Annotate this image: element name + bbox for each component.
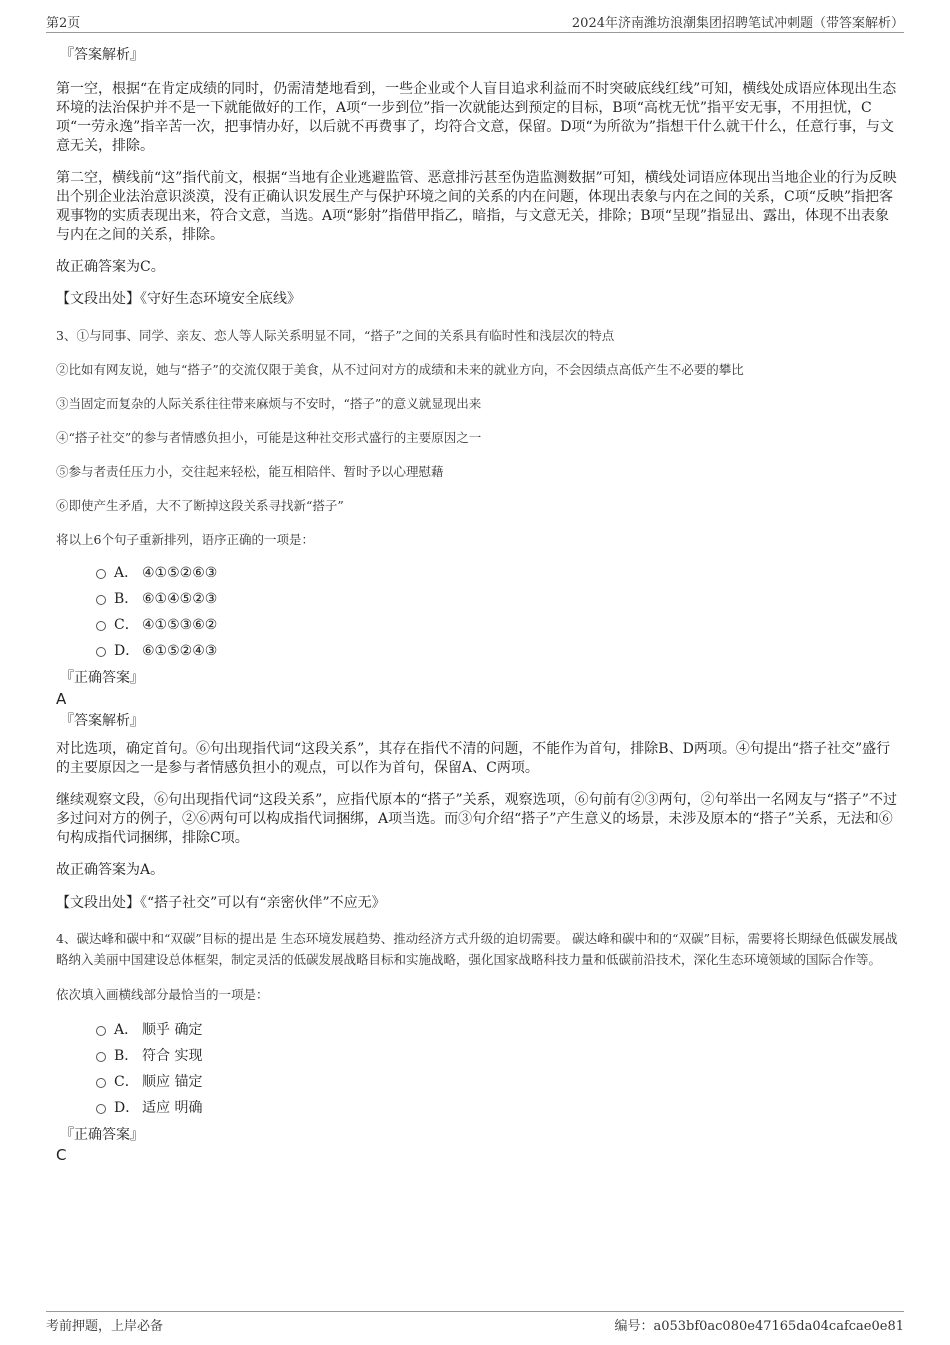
option-a[interactable]: A． ④①⑤②⑥③ (56, 563, 900, 583)
radio-button-icon[interactable] (96, 595, 106, 605)
answer-conclusion: 故正确答案为A。 (56, 862, 165, 878)
correct-answer: C (56, 1146, 67, 1164)
radio-button-icon[interactable] (96, 1026, 106, 1036)
sentence-3: ③当固定而复杂的人际关系往往带来麻烦与不安时，“搭子”的意义就显现出来 (56, 396, 482, 411)
sentence-4: ④“搭子社交”的参与者情感负担小，可能是这种社交形式盛行的主要原因之一 (56, 430, 482, 445)
sentence-1: 3、①与同事、同学、亲友、恋人等人际关系明显不同，“搭子”之间的关系具有临时性和浅层次的特点 (56, 328, 615, 343)
passage-source: 【文段出处】《“搭子社交”可以有“亲密伙伴”不应无》 (56, 895, 386, 911)
correct-answer-label: 『正确答案』 (60, 670, 144, 686)
document-body (56, 46, 900, 1164)
analysis-paragraph: 对比选项，确定首句。⑥句出现指代词“这段关系”，其存在指代不清的问题，不能作为首句，排除B、D两项。④句提出“搭子社交”盛行的主要原因之一是参与者情感负担小的观点，可以作为首句，保留A、C两项。 (56, 741, 891, 776)
page-number: 第2页 (46, 16, 81, 31)
sentence-6: ⑥即使产生矛盾，大不了断掉这段关系寻找新“搭子” (56, 498, 344, 513)
option-a[interactable]: A． 顺乎 确定 (56, 1020, 900, 1040)
document-serial: 编号：a053bf0ac080e47165da04cafcae0e81 (614, 1319, 904, 1334)
option-b[interactable]: B． ⑥①④⑤②③ (56, 589, 900, 609)
correct-answer-label: 『正确答案』 (60, 1127, 144, 1143)
footer-slogan: 考前押题，上岸必备 (46, 1319, 164, 1334)
correct-answer: A (56, 690, 67, 708)
option-b[interactable]: B． 符合 实现 (56, 1046, 900, 1066)
radio-button-icon[interactable] (96, 647, 106, 657)
document-title: 2024年济南潍坊浪潮集团招聘笔试冲刺题（带答案解析） (571, 16, 904, 31)
question-prompt: 依次填入画横线部分最恰当的一项是： (56, 987, 269, 1002)
analysis-paragraph: 第二空，横线前“这”指代前文，根据“当地有企业逃避监管、恶意排污甚至伪造监测数据”可知，横线处词语应体现出当地企业的行为反映出个别企业法治意识淡漠，没有正确认识发展生产与保护环境之间的关系的内在问题，体现出表象与内在之间的关系，C项“反映”指把客观事物的实质表现出来，符合文意，当选。A项“影射”指借甲指乙，暗指，与文意无关，排除；B项“呈现”指显出、露出，体现不出表象与内在之间的关系，排除。 (56, 170, 897, 243)
question-stem: 4、碳达峰和碳中和“双碳”目标的提出是 生态环境发展趋势、推动经济方式升级的迫切需要。 碳达峰和碳中和的“双碳”目标，需要将长期绿色低碳发展战略纳入美丽中国建设总体框架，制定灵活的低碳发展战略目标和实施战略，强化国家战略科技力量和低碳前沿技术，深化生态环境领域的国际合作等。 (56, 931, 898, 967)
sentence-5: ⑤参与者责任压力小，交往起来轻松，能互相陪伴、暂时予以心理慰藉 (56, 464, 444, 479)
passage-source: 【文段出处】《守好生态环境安全底线》 (56, 291, 301, 307)
option-list (56, 563, 900, 661)
option-d[interactable]: D． 适应 明确 (56, 1098, 900, 1118)
option-d[interactable]: D． ⑥①⑤②④③ (56, 641, 900, 661)
radio-button-icon[interactable] (96, 621, 106, 631)
radio-button-icon[interactable] (96, 569, 106, 579)
option-c[interactable]: C． ④①⑤③⑥② (56, 615, 900, 635)
answer-conclusion: 故正确答案为C。 (56, 259, 165, 275)
radio-button-icon[interactable] (96, 1104, 106, 1114)
radio-button-icon[interactable] (96, 1078, 106, 1088)
analysis-paragraph: 继续观察文段，⑥句出现指代词“这段关系”，应指代原本的“搭子”关系，观察选项，⑥句前有②③两句，②句举出一名网友与“搭子”不过多过问对方的例子，②⑥两句可以构成指代词捆绑，A项当选。而③句介绍“搭子”产生意义的场景，未涉及原本的“搭子”关系，无法和⑥句构成指代词捆绑，排除C项。 (56, 792, 897, 846)
option-list (56, 1020, 900, 1118)
analysis-paragraph: 第一空，根据“在肯定成绩的同时，仍需清楚地看到，一些企业或个人盲目追求利益而不时突破底线红线”可知，横线处成语应体现出生态环境的法治保护并不是一下就能做好的工作，A项“一步到位”指一次就能达到预定的目标，B项“高枕无忧”指平安无事，不用担忧，C项“一劳永逸”指辛苦一次，把事情办好，以后就不再费事了，均符合文意，保留。D项“为所欲为”指想干什么就干什么，任意行事，与文意无关，排除。 (56, 81, 897, 154)
option-c[interactable]: C． 顺应 锚定 (56, 1072, 900, 1092)
analysis-label: 『答案解析』 (60, 713, 144, 729)
question-prompt: 将以上6个句子重新排列，语序正确的一项是： (56, 532, 314, 547)
page-footer (46, 1311, 904, 1336)
page-header (46, 12, 904, 33)
radio-button-icon[interactable] (96, 1052, 106, 1062)
analysis-label: 『答案解析』 (60, 47, 144, 63)
sentence-2: ②比如有网友说，她与“搭子”的交流仅限于美食，从不过问对方的成绩和未来的就业方向，不会因绩点高低产生不必要的攀比 (56, 362, 744, 377)
